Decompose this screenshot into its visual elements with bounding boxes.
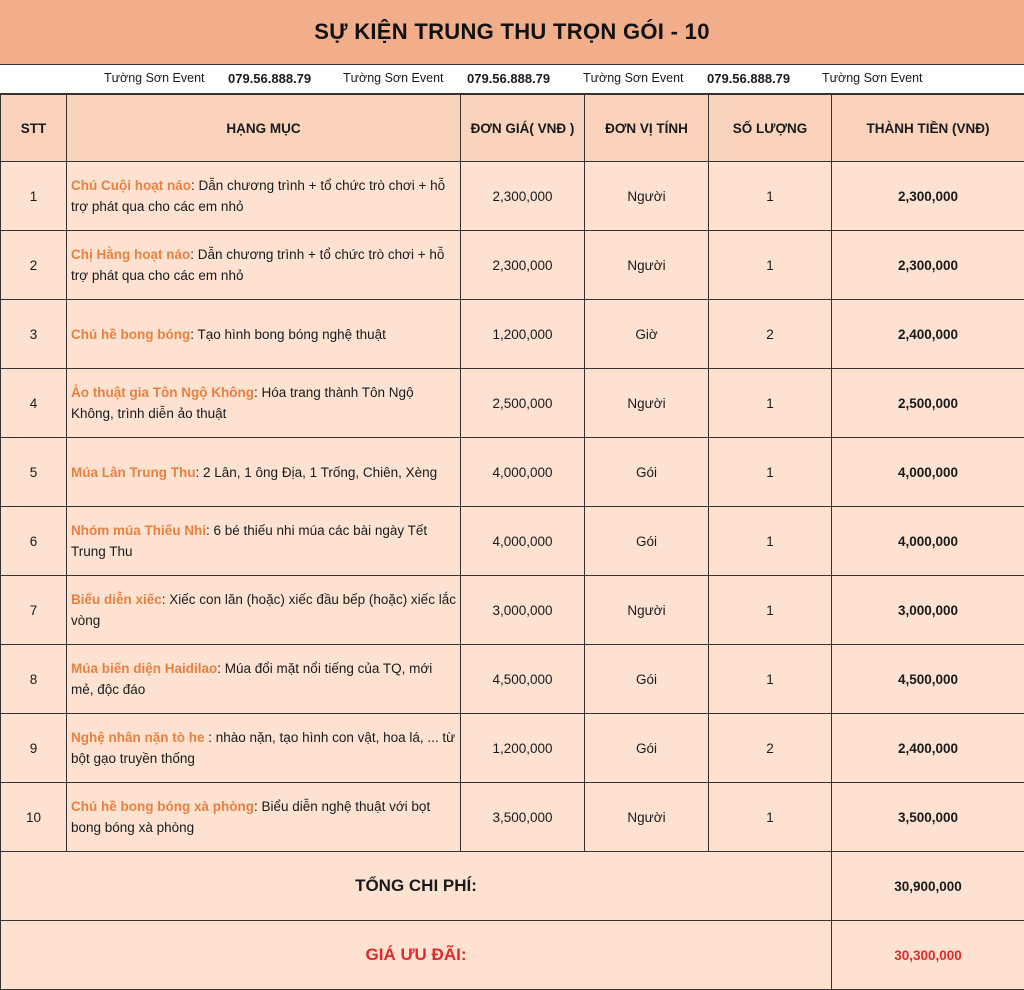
row-total: 4,000,000 bbox=[832, 507, 1024, 576]
item-name: Múa Lân Trung Thu bbox=[71, 465, 196, 480]
item-description: : Dẫn chương trình + tổ chức trò chơi + hỗ trợ phát qua cho các em nhỏ bbox=[71, 247, 444, 283]
col-header-unit: ĐƠN VỊ TÍNH bbox=[585, 95, 709, 162]
item-description: : nhào nặn, tạo hình con vật, hoa lá, ... từ bột gạo truyền thống bbox=[71, 730, 455, 766]
row-stt: 2 bbox=[1, 231, 67, 300]
row-stt: 7 bbox=[1, 576, 67, 645]
row-unit-price: 3,500,000 bbox=[461, 783, 585, 852]
row-qty: 2 bbox=[709, 300, 832, 369]
item-name: Biểu diễn xiếc bbox=[71, 592, 162, 607]
promo-value: 30,300,000 bbox=[832, 921, 1024, 990]
row-qty: 1 bbox=[709, 369, 832, 438]
col-header-item: HẠNG MỤC bbox=[67, 95, 461, 162]
table-row bbox=[1, 162, 1024, 231]
item-name: Chú Cuội hoạt náo bbox=[71, 178, 191, 193]
row-unit: Gói bbox=[585, 438, 709, 507]
row-qty: 2 bbox=[709, 714, 832, 783]
page-title: SỰ KIỆN TRUNG THU TRỌN GÓI - 10 bbox=[0, 0, 1024, 65]
table-row bbox=[1, 507, 1024, 576]
row-unit-price: 2,500,000 bbox=[461, 369, 585, 438]
brand-name: Tường Sơn Event bbox=[822, 71, 923, 85]
row-total: 4,000,000 bbox=[832, 438, 1024, 507]
row-unit-price: 4,500,000 bbox=[461, 645, 585, 714]
table-row bbox=[1, 438, 1024, 507]
row-unit-price: 3,000,000 bbox=[461, 576, 585, 645]
row-total: 2,500,000 bbox=[832, 369, 1024, 438]
row-unit: Người bbox=[585, 783, 709, 852]
table-row bbox=[1, 369, 1024, 438]
table-row bbox=[1, 576, 1024, 645]
row-unit-price: 1,200,000 bbox=[461, 714, 585, 783]
promo-row bbox=[1, 921, 1024, 990]
table-row bbox=[1, 783, 1024, 852]
item-name: Chú hề bong bóng xà phòng bbox=[71, 799, 254, 814]
row-item bbox=[67, 438, 461, 507]
row-qty: 1 bbox=[709, 645, 832, 714]
item-name: Ảo thuật gia Tôn Ngộ Không bbox=[71, 385, 254, 400]
phone-number: 079.56.888.79 bbox=[707, 71, 790, 86]
row-stt: 1 bbox=[1, 162, 67, 231]
row-unit: Gói bbox=[585, 645, 709, 714]
total-row bbox=[1, 852, 1024, 921]
row-total: 2,400,000 bbox=[832, 714, 1024, 783]
total-value: 30,900,000 bbox=[832, 852, 1024, 921]
col-header-total: THÀNH TIỀN (VNĐ) bbox=[832, 95, 1024, 162]
item-name: Chú hề bong bóng bbox=[71, 327, 190, 342]
row-stt: 8 bbox=[1, 645, 67, 714]
item-description: : Biểu diễn nghệ thuật với bọt bong bóng xà phòng bbox=[71, 799, 430, 835]
contact-bar bbox=[0, 65, 1024, 94]
item-name: Nhóm múa Thiếu Nhi bbox=[71, 523, 206, 538]
row-total: 3,000,000 bbox=[832, 576, 1024, 645]
row-stt: 4 bbox=[1, 369, 67, 438]
row-total: 2,300,000 bbox=[832, 231, 1024, 300]
brand-name: Tường Sơn Event bbox=[583, 71, 684, 85]
row-total: 2,300,000 bbox=[832, 162, 1024, 231]
item-name: Nghệ nhân nặn tò he bbox=[71, 730, 208, 745]
row-unit: Gói bbox=[585, 507, 709, 576]
row-item bbox=[67, 645, 461, 714]
row-item bbox=[67, 162, 461, 231]
item-description: : Dẫn chương trình + tổ chức trò chơi + hỗ trợ phát qua cho các em nhỏ bbox=[71, 178, 445, 214]
row-stt: 6 bbox=[1, 507, 67, 576]
row-qty: 1 bbox=[709, 507, 832, 576]
col-header-qty: SỐ LƯỢNG bbox=[709, 95, 832, 162]
row-item bbox=[67, 714, 461, 783]
row-qty: 1 bbox=[709, 231, 832, 300]
row-item bbox=[67, 783, 461, 852]
row-qty: 1 bbox=[709, 783, 832, 852]
item-name: Múa biến diện Haidilao bbox=[71, 661, 217, 676]
row-qty: 1 bbox=[709, 162, 832, 231]
table-row bbox=[1, 645, 1024, 714]
brand-name: Tường Sơn Event bbox=[104, 71, 205, 85]
row-unit-price: 2,300,000 bbox=[461, 231, 585, 300]
row-total: 4,500,000 bbox=[832, 645, 1024, 714]
row-stt: 10 bbox=[1, 783, 67, 852]
total-label: TỔNG CHI PHÍ: bbox=[1, 852, 832, 921]
promo-label: GIÁ ƯU ĐÃI: bbox=[1, 921, 832, 990]
table-row bbox=[1, 231, 1024, 300]
item-description: : Múa đổi mặt nổi tiếng của TQ, mới mẻ, độc đáo bbox=[71, 661, 432, 697]
row-item bbox=[67, 231, 461, 300]
row-unit-price: 4,000,000 bbox=[461, 438, 585, 507]
item-description: : Hóa trang thành Tôn Ngộ Không, trình diễn ảo thuật bbox=[71, 385, 414, 421]
item-description: : Tạo hình bong bóng nghệ thuật bbox=[190, 327, 386, 342]
row-unit: Người bbox=[585, 369, 709, 438]
col-header-stt: STT bbox=[1, 95, 67, 162]
row-unit: Giờ bbox=[585, 300, 709, 369]
phone-number: 079.56.888.79 bbox=[228, 71, 311, 86]
table-row bbox=[1, 714, 1024, 783]
row-qty: 1 bbox=[709, 438, 832, 507]
item-description: : Xiếc con lăn (hoặc) xiếc đầu bếp (hoặc) xiếc lắc vòng bbox=[71, 592, 456, 628]
row-item bbox=[67, 300, 461, 369]
row-unit: Gói bbox=[585, 714, 709, 783]
row-item bbox=[67, 507, 461, 576]
row-stt: 5 bbox=[1, 438, 67, 507]
quote-table bbox=[0, 94, 1024, 990]
row-unit-price: 1,200,000 bbox=[461, 300, 585, 369]
col-header-unit-price: ĐƠN GIÁ( VNĐ ) bbox=[461, 95, 585, 162]
row-unit: Người bbox=[585, 162, 709, 231]
row-unit-price: 2,300,000 bbox=[461, 162, 585, 231]
row-unit: Người bbox=[585, 231, 709, 300]
table-header-row bbox=[1, 95, 1024, 162]
row-item bbox=[67, 576, 461, 645]
row-stt: 3 bbox=[1, 300, 67, 369]
item-name: Chị Hằng hoạt náo bbox=[71, 247, 190, 262]
phone-number: 079.56.888.79 bbox=[467, 71, 550, 86]
row-unit: Người bbox=[585, 576, 709, 645]
row-stt: 9 bbox=[1, 714, 67, 783]
table-row bbox=[1, 300, 1024, 369]
item-description: : 2 Lân, 1 ông Địa, 1 Trống, Chiên, Xèng bbox=[196, 465, 438, 480]
brand-name: Tường Sơn Event bbox=[343, 71, 444, 85]
row-total: 3,500,000 bbox=[832, 783, 1024, 852]
item-description: : 6 bé thiếu nhi múa các bài ngày Tết Trung Thu bbox=[71, 523, 427, 559]
row-total: 2,400,000 bbox=[832, 300, 1024, 369]
row-item bbox=[67, 369, 461, 438]
row-qty: 1 bbox=[709, 576, 832, 645]
row-unit-price: 4,000,000 bbox=[461, 507, 585, 576]
